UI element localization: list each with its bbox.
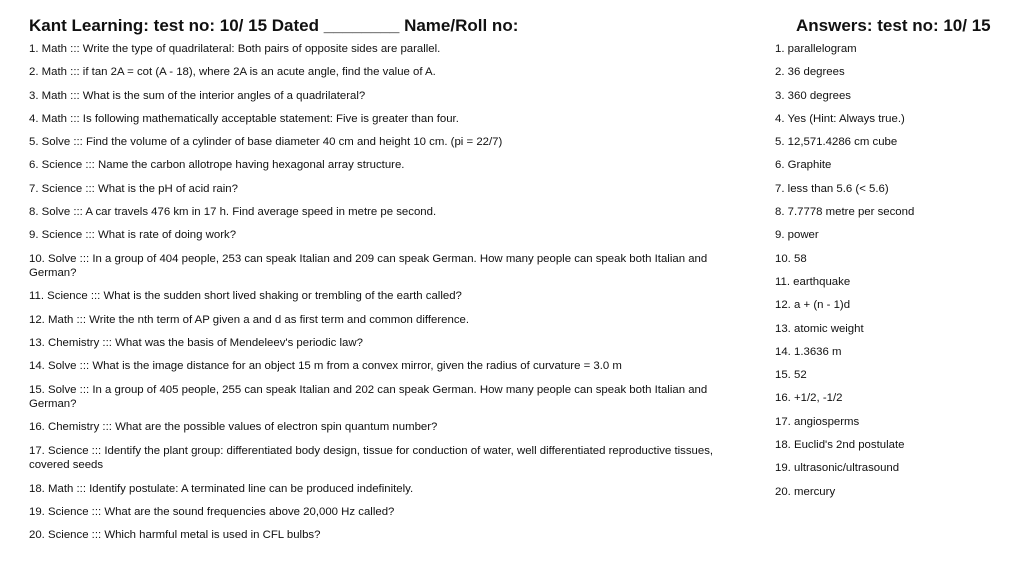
question-item: 12. Math ::: Write the nth term of AP given a and d as first term and common difference. bbox=[29, 313, 470, 326]
answer-item: 3. 360 degrees bbox=[775, 89, 851, 102]
question-item: 15. Solve ::: In a group of 405 people, 255 can speak Italian and 202 can speak German. How many people can speak both Italian and German? bbox=[29, 383, 708, 411]
question-item: 13. Chemistry ::: What was the basis of Mendeleev's periodic law? bbox=[29, 337, 363, 350]
question-item: 11. Science ::: What is the sudden short lived shaking or trembling of the earth called? bbox=[29, 290, 462, 303]
answer-list bbox=[775, 42, 1005, 508]
question-item: 5. Solve ::: Find the volume of a cylinder of base diameter 40 cm and height 10 cm. (pi = 22/7) bbox=[29, 136, 503, 149]
question-item: 20. Science ::: Which harmful metal is used in CFL bulbs? bbox=[29, 529, 321, 542]
test-title: Kant Learning: test no: 10/ 15 Dated ________ Name/Roll no: bbox=[29, 16, 519, 35]
answer-item: 19. ultrasonic/ultrasound bbox=[775, 462, 900, 475]
question-item: 2. Math ::: if tan 2A = cot (A - 18), where 2A is an acute angle, find the value of A. bbox=[29, 66, 436, 79]
question-item: 16. Chemistry ::: What are the possible values of electron spin quantum number? bbox=[29, 421, 438, 434]
question-item: 18. Math ::: Identify postulate: A terminated line can be produced indefinitely. bbox=[29, 482, 414, 495]
answer-item: 9. power bbox=[775, 229, 819, 242]
answer-item: 6. Graphite bbox=[775, 159, 832, 172]
answers-title: Answers: test no: 10/ 15 bbox=[796, 16, 991, 35]
question-list bbox=[29, 42, 729, 551]
answer-item: 7. less than 5.6 (< 5.6) bbox=[775, 182, 889, 195]
question-item: 8. Solve ::: A car travels 476 km in 17 h. Find average speed in metre pe second. bbox=[29, 206, 437, 219]
question-item: 14. Solve ::: What is the image distance for an object 15 m from a convex mirror, given the radius of curvature = 3.0 m bbox=[29, 360, 622, 373]
answer-item: 8. 7.7778 metre per second bbox=[775, 206, 915, 219]
question-item: 17. Science ::: Identify the plant group: differentiated body design, tissue for conduction of water, well differentiated reproductive tissues, covered seeds bbox=[29, 444, 714, 472]
question-item: 6. Science ::: Name the carbon allotrope having hexagonal array structure. bbox=[29, 159, 405, 172]
answer-item: 16. +1/2, -1/2 bbox=[775, 392, 843, 405]
question-item: 7. Science ::: What is the pH of acid rain? bbox=[29, 182, 238, 195]
answer-item: 14. 1.3636 m bbox=[775, 345, 842, 358]
answer-item: 4. Yes (Hint: Always true.) bbox=[775, 112, 905, 125]
answer-item: 18. Euclid's 2nd postulate bbox=[775, 439, 905, 452]
question-item: 1. Math ::: Write the type of quadrilateral: Both pairs of opposite sides are parallel. bbox=[29, 43, 441, 55]
answer-item: 20. mercury bbox=[775, 485, 836, 498]
answer-item: 13. atomic weight bbox=[775, 322, 864, 335]
answer-item: 11. earthquake bbox=[775, 275, 851, 288]
question-item: 4. Math ::: Is following mathematically acceptable statement: Five is greater than four. bbox=[29, 112, 459, 125]
answer-item: 15. 52 bbox=[775, 369, 807, 382]
answer-item: 2. 36 degrees bbox=[775, 66, 845, 79]
question-item: 19. Science ::: What are the sound frequencies above 20,000 Hz called? bbox=[29, 505, 395, 518]
question-item: 9. Science ::: What is rate of doing work? bbox=[29, 229, 237, 242]
answer-item: 5. 12,571.4286 cm cube bbox=[775, 136, 898, 149]
question-item: 3. Math ::: What is the sum of the interior angles of a quadrilateral? bbox=[29, 89, 366, 102]
answer-item: 12. a + (n - 1)d bbox=[775, 299, 851, 312]
answer-item: 10. 58 bbox=[775, 252, 807, 265]
answer-item: 1. parallelogram bbox=[775, 43, 857, 55]
question-item: 10. Solve ::: In a group of 404 people, 253 can speak Italian and 209 can speak German. How many people can speak both Italian and German? bbox=[29, 252, 708, 280]
answer-item: 17. angiosperms bbox=[775, 415, 860, 428]
